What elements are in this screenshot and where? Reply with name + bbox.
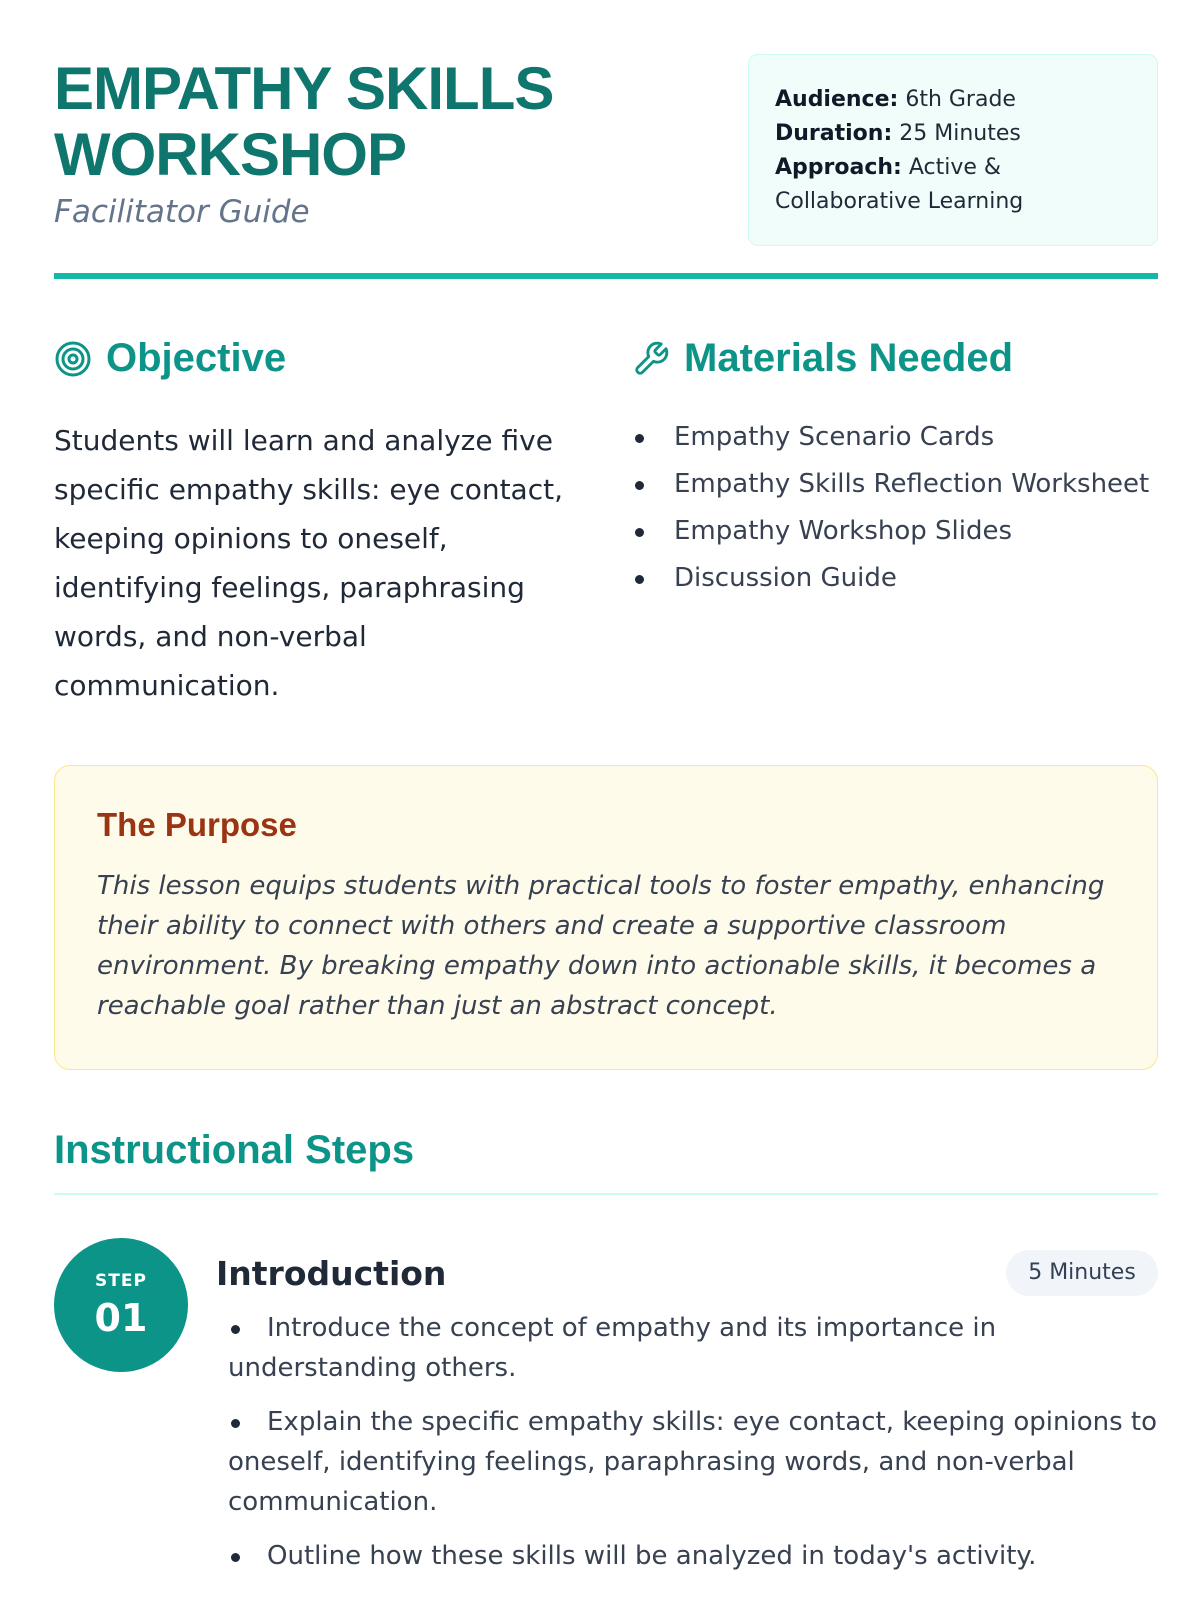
meta-approach <box>775 151 1131 219</box>
meta-duration <box>775 117 1131 151</box>
meta-audience <box>775 83 1131 117</box>
list-item: Discussion Guide <box>632 555 1172 602</box>
step-duration-badge: 5 Minutes <box>1006 1250 1158 1296</box>
list-item: Empathy Skills Reflection Worksheet <box>632 461 1172 508</box>
purpose-text: This lesson equips students with practical tools to foster empathy, enhancing their ability to connect with others and create a supportive classroom environment. By breaking empathy down into actionable skills, it becomes a reachable goal rather than just an abstract concept. <box>97 871 1105 1021</box>
steps-divider <box>54 1193 1158 1195</box>
list-item: Explain the specific empathy skills: eye contact, keeping opinions to oneself, identifying feelings, paraphrasing words, and non-verbal communication. <box>228 1402 1158 1522</box>
materials-heading <box>632 336 1013 381</box>
purpose-title: The Purpose <box>97 806 297 843</box>
list-item: Empathy Scenario Cards <box>632 414 1172 461</box>
meta-duration-label: Duration: <box>775 121 893 146</box>
target-icon <box>54 340 92 378</box>
page-subtitle: Facilitator Guide <box>54 194 310 230</box>
list-item: Outline how these skills will be analyzed in today's activity. <box>228 1536 1158 1576</box>
objective-text: Students will learn and analyze five specific empathy skills: eye contact, keeping opinions to oneself, identifying feelings, paraphrasing words, and non-verbal communication. <box>54 424 563 702</box>
header-divider <box>54 273 1158 279</box>
list-item: Introduce the concept of empathy and its importance in understanding others. <box>228 1308 1158 1388</box>
step-title: Introduction <box>216 1254 447 1293</box>
objective-heading <box>54 336 286 381</box>
wrench-icon <box>632 340 670 378</box>
step-number-badge <box>54 1238 188 1372</box>
step-label: STEP <box>95 1271 147 1291</box>
list-item: Empathy Workshop Slides <box>632 508 1172 555</box>
page-title <box>54 56 694 188</box>
materials-title: Materials Needed <box>684 336 1014 380</box>
meta-approach-label: Approach: <box>775 155 902 180</box>
title-line-2: WORKSHOP <box>54 121 406 188</box>
title-line-1: EMPATHY SKILLS <box>54 55 554 122</box>
meta-approach-value: Active & Collaborative Learning <box>775 155 1024 214</box>
meta-audience-label: Audience: <box>775 87 899 112</box>
steps-heading: Instructional Steps <box>54 1128 415 1172</box>
lesson-meta-box <box>748 54 1158 246</box>
purpose-callout <box>54 765 1158 1070</box>
step-bullet-list <box>228 1308 1158 1590</box>
objective-title: Objective <box>106 336 287 380</box>
meta-duration-value: 25 Minutes <box>899 121 1021 146</box>
materials-list <box>632 414 1172 602</box>
step-number: 01 <box>94 1296 148 1340</box>
meta-audience-value: 6th Grade <box>905 87 1016 112</box>
